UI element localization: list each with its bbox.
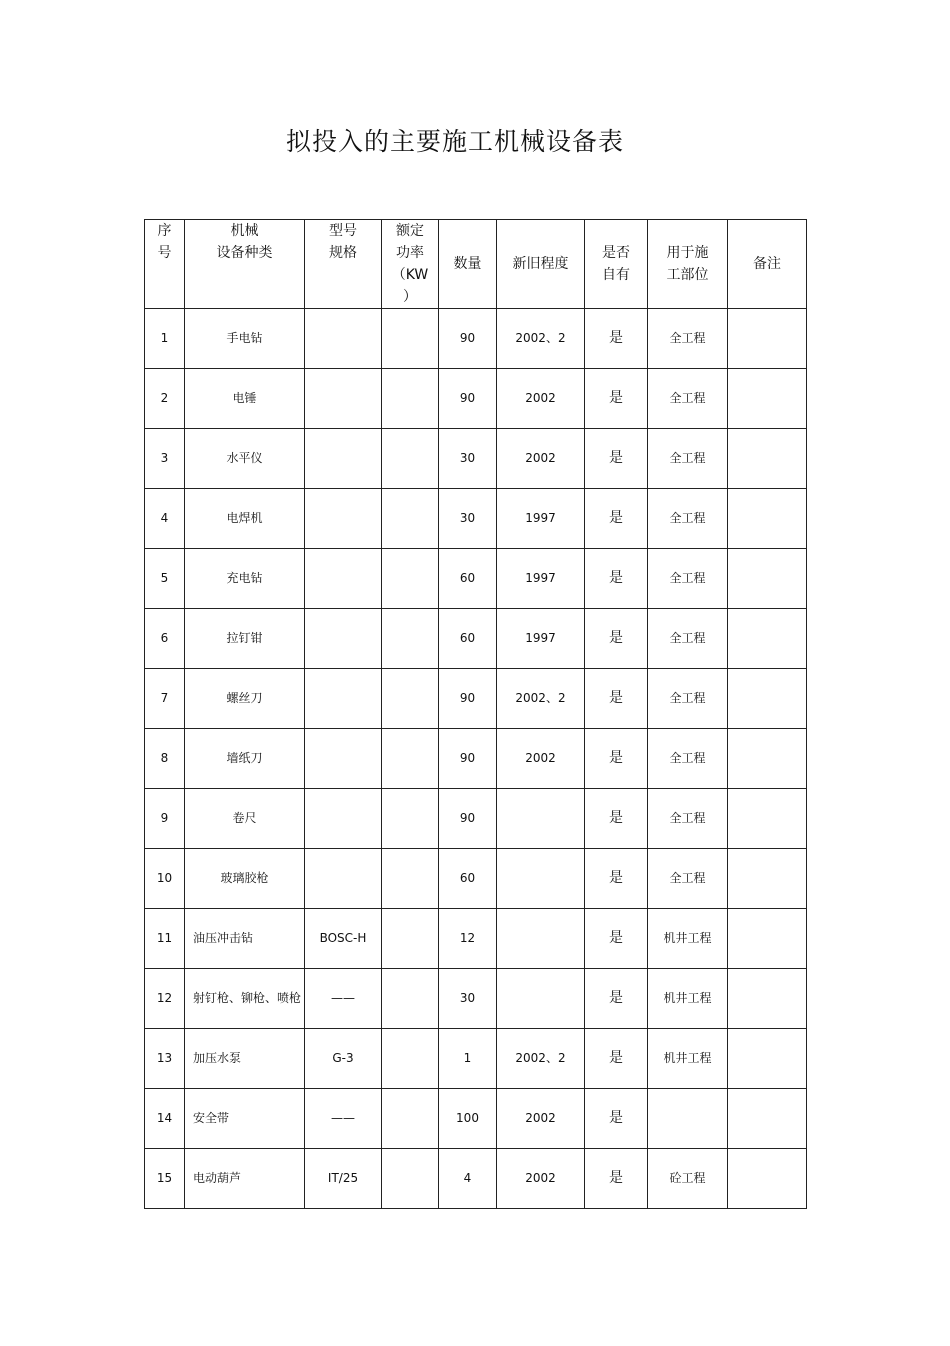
cell-rated-power [382,789,439,849]
cell-usage-location: 全工程 [648,609,728,669]
cell-rated-power [382,489,439,549]
cell-owned: 是 [585,1029,648,1089]
cell-condition: 2002 [497,1149,585,1209]
cell-condition [497,789,585,849]
cell-seq: 9 [145,789,185,849]
cell-seq: 8 [145,729,185,789]
cell-rated-power [382,309,439,369]
table-row [145,729,807,789]
cell-note [728,549,807,609]
cell-usage-location: 全工程 [648,429,728,489]
table-row [145,849,807,909]
cell-equipment-type: 充电钻 [185,549,305,609]
header-seq: 序 号 [145,220,185,309]
cell-note [728,1149,807,1209]
cell-seq: 12 [145,969,185,1029]
cell-seq: 1 [145,309,185,369]
header-condition: 新旧程度 [497,220,585,309]
cell-quantity: 1 [439,1029,497,1089]
cell-rated-power [382,909,439,969]
cell-model [305,669,382,729]
header-row [145,220,807,309]
cell-quantity: 90 [439,729,497,789]
header-owned: 是否 自有 [585,220,648,309]
cell-quantity: 90 [439,669,497,729]
header-equipment-type: 机械 设备种类 [185,220,305,309]
table-row [145,909,807,969]
cell-condition [497,849,585,909]
cell-condition: 2002 [497,1089,585,1149]
cell-model: G-3 [305,1029,382,1089]
table-row [145,489,807,549]
cell-owned: 是 [585,609,648,669]
cell-quantity: 60 [439,549,497,609]
cell-owned: 是 [585,789,648,849]
cell-rated-power [382,609,439,669]
cell-model: BOSC-H [305,909,382,969]
cell-model [305,729,382,789]
cell-rated-power [382,1089,439,1149]
cell-equipment-type: 水平仪 [185,429,305,489]
cell-quantity: 90 [439,309,497,369]
cell-condition: 2002 [497,369,585,429]
cell-seq: 14 [145,1089,185,1149]
cell-model: —— [305,1089,382,1149]
table-row [145,309,807,369]
cell-rated-power [382,369,439,429]
table-row [145,429,807,489]
cell-model [305,609,382,669]
cell-model: —— [305,969,382,1029]
table-body [145,309,807,1209]
cell-rated-power [382,1149,439,1209]
cell-equipment-type: 电锤 [185,369,305,429]
cell-equipment-type: 手电钻 [185,309,305,369]
cell-note [728,309,807,369]
page-title: 拟投入的主要施工机械设备表 [285,127,624,156]
cell-equipment-type: 螺丝刀 [185,669,305,729]
table-row [145,549,807,609]
equipment-table [144,219,807,1209]
header-usage-location: 用于施 工部位 [648,220,728,309]
cell-quantity: 30 [439,489,497,549]
cell-usage-location: 全工程 [648,789,728,849]
cell-note [728,669,807,729]
cell-quantity: 12 [439,909,497,969]
cell-seq: 7 [145,669,185,729]
cell-note [728,729,807,789]
cell-rated-power [382,669,439,729]
cell-condition: 2002、2 [497,309,585,369]
cell-owned: 是 [585,969,648,1029]
cell-usage-location: 全工程 [648,369,728,429]
cell-usage-location: 机井工程 [648,969,728,1029]
cell-rated-power [382,729,439,789]
cell-usage-location: 全工程 [648,549,728,609]
cell-usage-location: 全工程 [648,309,728,369]
table-row [145,969,807,1029]
cell-model [305,549,382,609]
cell-seq: 6 [145,609,185,669]
header-note: 备注 [728,220,807,309]
header-quantity: 数量 [439,220,497,309]
cell-quantity: 60 [439,609,497,669]
header-rated-power: 额定 功率 （KW ） [382,220,439,309]
cell-seq: 10 [145,849,185,909]
cell-seq: 2 [145,369,185,429]
cell-note [728,909,807,969]
cell-seq: 3 [145,429,185,489]
cell-note [728,849,807,909]
table-row [145,1089,807,1149]
cell-usage-location: 全工程 [648,729,728,789]
cell-note [728,489,807,549]
header-model: 型号 规格 [305,220,382,309]
cell-equipment-type: 玻璃胶枪 [185,849,305,909]
cell-note [728,429,807,489]
table-row [145,669,807,729]
cell-owned: 是 [585,1089,648,1149]
table-row [145,789,807,849]
table-row [145,369,807,429]
cell-owned: 是 [585,909,648,969]
cell-seq: 5 [145,549,185,609]
cell-equipment-type: 射钉枪、铆枪、喷枪 [185,969,305,1029]
cell-usage-location: 机井工程 [648,1029,728,1089]
cell-equipment-type: 拉钉钳 [185,609,305,669]
cell-note [728,969,807,1029]
cell-quantity: 90 [439,369,497,429]
cell-equipment-type: 卷尺 [185,789,305,849]
cell-note [728,1029,807,1089]
cell-model: IT/25 [305,1149,382,1209]
cell-quantity: 30 [439,969,497,1029]
cell-quantity: 90 [439,789,497,849]
cell-usage-location: 全工程 [648,849,728,909]
cell-quantity: 100 [439,1089,497,1149]
cell-owned: 是 [585,669,648,729]
cell-equipment-type: 电焊机 [185,489,305,549]
cell-rated-power [382,849,439,909]
cell-model [305,369,382,429]
cell-owned: 是 [585,309,648,369]
cell-equipment-type: 安全带 [185,1089,305,1149]
cell-rated-power [382,1029,439,1089]
cell-usage-location: 砼工程 [648,1149,728,1209]
table-row [145,609,807,669]
cell-note [728,609,807,669]
cell-condition: 1997 [497,609,585,669]
cell-condition [497,969,585,1029]
cell-seq: 11 [145,909,185,969]
table-row [145,1149,807,1209]
cell-owned: 是 [585,729,648,789]
cell-note [728,1089,807,1149]
cell-model [305,429,382,489]
cell-condition: 1997 [497,489,585,549]
cell-rated-power [382,969,439,1029]
cell-equipment-type: 墙纸刀 [185,729,305,789]
cell-owned: 是 [585,429,648,489]
cell-condition: 2002 [497,429,585,489]
cell-usage-location: 机井工程 [648,909,728,969]
cell-quantity: 30 [439,429,497,489]
cell-owned: 是 [585,849,648,909]
table-row [145,1029,807,1089]
cell-rated-power [382,429,439,489]
cell-owned: 是 [585,489,648,549]
cell-model [305,789,382,849]
cell-model [305,309,382,369]
cell-rated-power [382,549,439,609]
cell-model [305,849,382,909]
cell-usage-location: 全工程 [648,669,728,729]
cell-condition: 2002 [497,729,585,789]
cell-owned: 是 [585,1149,648,1209]
cell-usage-location: 全工程 [648,489,728,549]
cell-owned: 是 [585,369,648,429]
cell-model [305,489,382,549]
cell-condition: 2002、2 [497,669,585,729]
cell-condition [497,909,585,969]
cell-condition: 2002、2 [497,1029,585,1089]
cell-seq: 4 [145,489,185,549]
cell-seq: 13 [145,1029,185,1089]
cell-seq: 15 [145,1149,185,1209]
cell-owned: 是 [585,549,648,609]
cell-quantity: 60 [439,849,497,909]
cell-equipment-type: 加压水泵 [185,1029,305,1089]
cell-equipment-type: 油压冲击钻 [185,909,305,969]
cell-usage-location [648,1089,728,1149]
cell-note [728,369,807,429]
cell-note [728,789,807,849]
cell-quantity: 4 [439,1149,497,1209]
cell-condition: 1997 [497,549,585,609]
cell-equipment-type: 电动葫芦 [185,1149,305,1209]
